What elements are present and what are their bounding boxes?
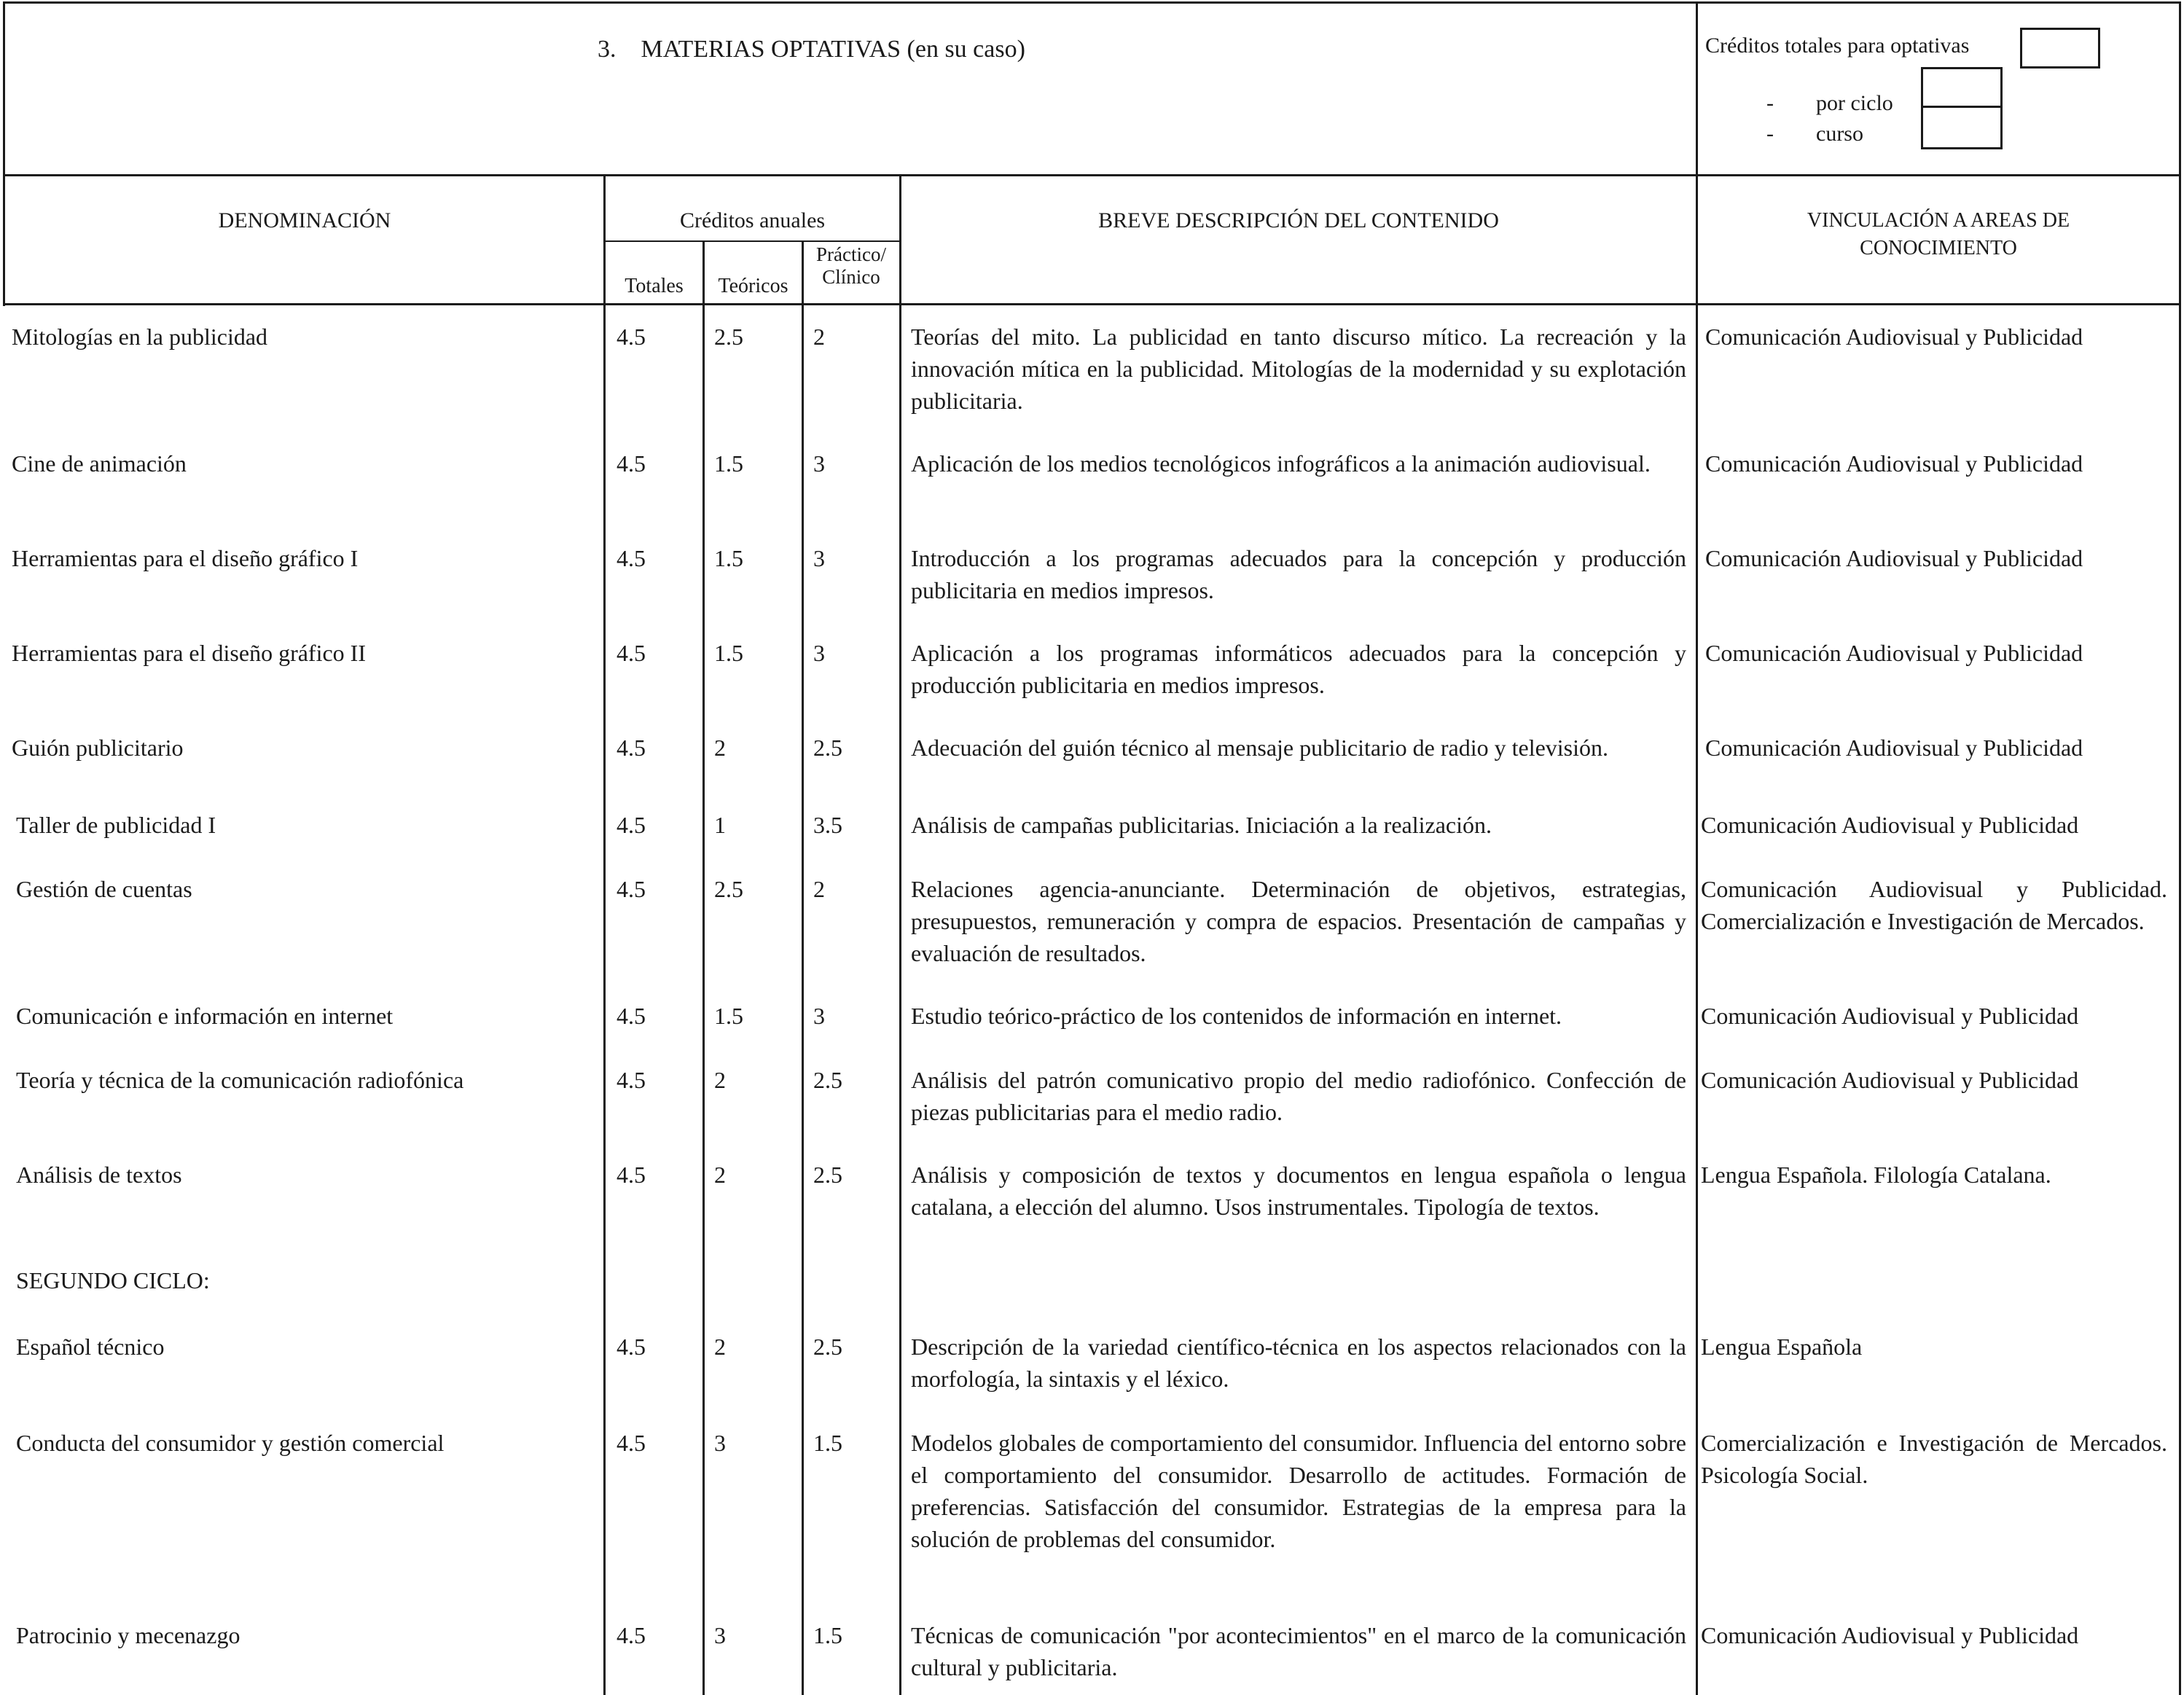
- row-descripcion: Aplicación a los programas informáticos adecuados para la concepción y producción publicitaria en medios impresos.: [911, 640, 1686, 698]
- row-descripcion: Adecuación del guión técnico al mensaje publicitario de radio y televisión.: [911, 735, 1609, 761]
- row-descripcion: Relaciones agencia-anunciante. Determinación de objetivos, estrategias, presupuestos, remuneración y compra de espacios. Presentación de campañas y evaluación de resultados.: [911, 876, 1686, 966]
- row-practicos: 2.5: [813, 1334, 842, 1360]
- row-practicos: 2.5: [813, 735, 842, 761]
- row-teoricos: 1.5: [714, 545, 743, 571]
- row-teoricos: 2: [714, 735, 726, 761]
- row-totales: 4.5: [617, 450, 646, 477]
- row-name: Análisis de textos: [16, 1162, 182, 1188]
- row-name: Herramientas para el diseño gráfico I: [12, 545, 359, 571]
- row-practicos: 2.5: [813, 1162, 842, 1188]
- row-teoricos: 2: [714, 1067, 726, 1093]
- row-vinculacion: Comunicación Audiovisual y Publicidad: [1705, 640, 2083, 666]
- credits-total-input[interactable]: [2020, 28, 2100, 68]
- col-header-teoricos: Teóricos: [718, 275, 788, 297]
- header-left-border: [3, 1, 5, 176]
- row-vinculacion: Comunicación Audiovisual y Publicidad. Comercialización e Investigación de Mercados.: [1701, 876, 2167, 934]
- row-name: Teoría y técnica de la comunicación radiofónica: [16, 1067, 464, 1093]
- row-practicos: 2: [813, 324, 825, 350]
- row-teoricos: 2.5: [714, 876, 743, 902]
- row-totales: 4.5: [617, 1162, 646, 1188]
- row-descripcion: Teorías del mito. La publicidad en tanto discurso mítico. La recreación y la innovación mítica en la publicidad. Mitologías de la modernidad y su explotación publicitaria.: [911, 324, 1686, 414]
- row-name: Guión publicitario: [12, 735, 184, 761]
- header-divider: [1696, 1, 1698, 175]
- row-name: Gestión de cuentas: [16, 876, 192, 902]
- row-teoricos: 3: [714, 1622, 726, 1648]
- row-vinculacion: Comunicación Audiovisual y Publicidad: [1705, 324, 2083, 350]
- row-totales: 4.5: [617, 812, 646, 838]
- column-header-bottom: [3, 303, 2181, 305]
- row-descripcion: Análisis del patrón comunicativo propio del medio radiofónico. Confección de piezas publicitarias para el medio radio.: [911, 1067, 1686, 1125]
- header-bottom-border: [3, 174, 2181, 176]
- row-vinculacion: Comunicación Audiovisual y Publicidad: [1701, 1067, 2079, 1093]
- row-name: Mitologías en la publicidad: [12, 324, 268, 350]
- row-totales: 4.5: [617, 1430, 646, 1456]
- row-totales: 4.5: [617, 876, 646, 902]
- col-line-left: [3, 175, 5, 306]
- row-descripcion: Técnicas de comunicación "por acontecimientos" en el marco de la comunicación cultural y publicitaria.: [911, 1622, 1686, 1680]
- col-line-denominacion: [603, 175, 606, 1695]
- row-vinculacion: Comunicación Audiovisual y Publicidad: [1701, 812, 2079, 838]
- row-vinculacion: Lengua Española. Filología Catalana.: [1701, 1162, 2051, 1188]
- row-vinculacion: Comunicación Audiovisual y Publicidad: [1705, 450, 2083, 477]
- row-totales: 4.5: [617, 545, 646, 571]
- row-totales: 4.5: [617, 1622, 646, 1648]
- credits-total-label: Créditos totales para optativas: [1705, 34, 1970, 58]
- course-input[interactable]: [1921, 106, 2003, 149]
- row-teoricos: 2: [714, 1162, 726, 1188]
- row-descripcion: Introducción a los programas adecuados para la concepción y producción publicitaria en medios impresos.: [911, 545, 1686, 603]
- row-descripcion: Estudio teórico-práctico de los contenidos de información en internet.: [911, 1003, 1562, 1029]
- row-name: Patrocinio y mecenazgo: [16, 1622, 240, 1648]
- row-vinculacion: Comunicación Audiovisual y Publicidad: [1705, 735, 2083, 761]
- row-name: Taller de publicidad I: [16, 812, 216, 838]
- course-label: curso: [1816, 122, 1863, 146]
- row-name: Cine de animación: [12, 450, 187, 477]
- row-vinculacion: Lengua Española: [1701, 1334, 1863, 1360]
- col-header-practico: Práctico/ Clínico: [816, 243, 886, 288]
- row-teoricos: 1.5: [714, 640, 743, 666]
- row-practicos: 3: [813, 1003, 825, 1029]
- per-cycle-label: por ciclo: [1816, 91, 1893, 115]
- row-totales: 4.5: [617, 1334, 646, 1360]
- row-name: Conducta del consumidor y gestión comercial: [16, 1430, 445, 1456]
- col-line-descripcion-right: [1696, 175, 1698, 1695]
- row-teoricos: 1: [714, 812, 726, 838]
- per-cycle-input[interactable]: [1921, 67, 2003, 108]
- row-name: Herramientas para el diseño gráfico II: [12, 640, 366, 666]
- section-title: 3. MATERIAS OPTATIVAS (en su caso): [598, 36, 1025, 63]
- per-cycle-dash: -: [1766, 91, 1774, 115]
- row-practicos: 2.5: [813, 1067, 842, 1093]
- row-practicos: 1.5: [813, 1622, 842, 1648]
- row-totales: 4.5: [617, 324, 646, 350]
- row-teoricos: 1.5: [714, 1003, 743, 1029]
- row-teoricos: 3: [714, 1430, 726, 1456]
- col-line-practico-right: [899, 175, 901, 1695]
- col-header-creditos: Créditos anuales: [679, 208, 826, 232]
- row-practicos: 3: [813, 640, 825, 666]
- creditos-subheader-rule: [603, 240, 901, 242]
- section-heading: SEGUNDO CICLO:: [16, 1267, 210, 1293]
- row-totales: 4.5: [617, 1003, 646, 1029]
- row-practicos: 3: [813, 450, 825, 477]
- row-teoricos: 2: [714, 1334, 726, 1360]
- col-line-totales-right: [702, 242, 705, 1695]
- row-vinculacion: Comunicación Audiovisual y Publicidad: [1701, 1003, 2079, 1029]
- row-practicos: 2: [813, 876, 825, 902]
- col-line-vinculacion-right: [2179, 175, 2181, 1695]
- row-vinculacion: Comunicación Audiovisual y Publicidad: [1705, 545, 2083, 571]
- row-name: Español técnico: [16, 1334, 165, 1360]
- row-name: Comunicación e información en internet: [16, 1003, 394, 1029]
- row-vinculacion: Comercialización e Investigación de Mercados. Psicología Social.: [1701, 1430, 2167, 1488]
- col-header-descripcion: BREVE DESCRIPCIÓN DEL CONTENIDO: [1098, 208, 1499, 232]
- col-header-vinculacion: VINCULACIÓN A AREAS DE CONOCIMIENTO: [1807, 209, 2070, 259]
- col-header-denominacion: DENOMINACIÓN: [218, 208, 391, 232]
- row-teoricos: 2.5: [714, 324, 743, 350]
- col-header-totales: Totales: [625, 275, 684, 297]
- header-right-border: [2179, 1, 2181, 176]
- col-line-teoricos-right: [802, 242, 804, 1695]
- row-practicos: 1.5: [813, 1430, 842, 1456]
- row-descripcion: Análisis y composición de textos y documentos en lengua española o lengua catalana, a elección del alumno. Usos instrumentales. Tipología de textos.: [911, 1162, 1686, 1220]
- row-totales: 4.5: [617, 735, 646, 761]
- course-dash: -: [1766, 122, 1774, 146]
- row-descripcion: Aplicación de los medios tecnológicos infográficos a la animación audiovisual.: [911, 450, 1651, 477]
- header-top-border: [3, 1, 2181, 4]
- row-descripcion: Análisis de campañas publicitarias. Iniciación a la realización.: [911, 812, 1492, 838]
- row-practicos: 3: [813, 545, 825, 571]
- row-practicos: 3.5: [813, 812, 842, 838]
- row-descripcion: Descripción de la variedad científico-técnica en los aspectos relacionados con la morfología, la sintaxis y el léxico.: [911, 1334, 1686, 1392]
- row-descripcion: Modelos globales de comportamiento del consumidor. Influencia del entorno sobre el comportamiento del consumidor. Desarrollo de actitudes. Formación de preferencias. Satisfacción del consumidor. Estrategias de la empresa para la solución de problemas del consumidor.: [911, 1430, 1686, 1552]
- row-totales: 4.5: [617, 640, 646, 666]
- row-totales: 4.5: [617, 1067, 646, 1093]
- row-teoricos: 1.5: [714, 450, 743, 477]
- row-vinculacion: Comunicación Audiovisual y Publicidad: [1701, 1622, 2079, 1648]
